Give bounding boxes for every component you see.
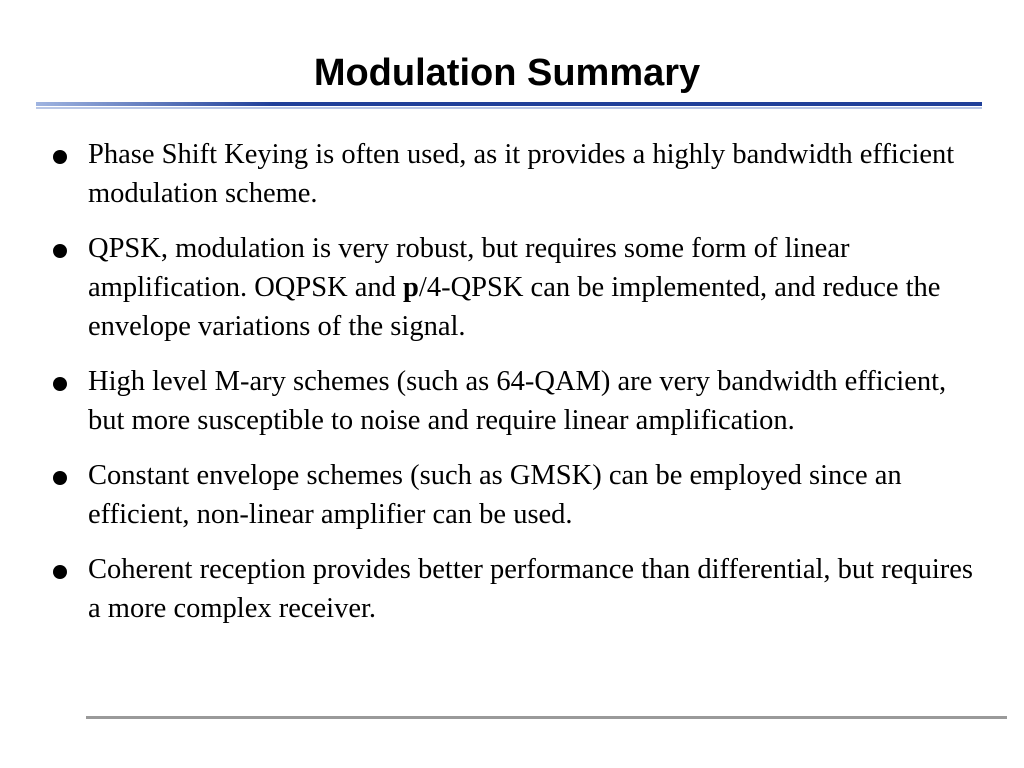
- slide-title: Modulation Summary: [313, 52, 701, 94]
- bullet-text-part: QPSK, modulation is very robust, but requires some form of linear amplification. OQPSK and: [88, 233, 850, 303]
- bullet-item: [50, 135, 980, 213]
- bullet-list: [50, 135, 980, 644]
- bullet-dot-icon: [53, 471, 67, 485]
- bullet-text-part: /4-QPSK can be implemented, and reduce the envelope variations of the signal.: [88, 272, 941, 342]
- bullet-text: High level M-ary schemes (such as 64-QAM) are very bandwidth efficient, but more susceptible to noise and require linear amplification.: [88, 366, 947, 436]
- bullet-text-bold: p: [403, 272, 419, 303]
- bullet-text: [88, 233, 940, 342]
- bullet-item: [50, 550, 980, 628]
- title-underline: [36, 102, 982, 110]
- bullet-item: [50, 362, 980, 440]
- bullet-item: [50, 229, 980, 346]
- footer-divider: [86, 716, 1007, 719]
- bullet-dot-icon: [53, 244, 67, 258]
- title-underline-graphic: [36, 102, 982, 110]
- bullet-text: Constant envelope schemes (such as GMSK) can be employed since an efficient, non-linear amplifier can be used.: [88, 460, 902, 530]
- bullet-text: Phase Shift Keying is often used, as it provides a highly bandwidth efficient modulation scheme.: [88, 139, 955, 209]
- bullet-dot-icon: [53, 150, 67, 164]
- bullet-dot-icon: [53, 377, 67, 391]
- bullet-dot-icon: [53, 565, 67, 579]
- bullet-item: [50, 456, 980, 534]
- bullet-text: Coherent reception provides better performance than differential, but requires a more complex receiver.: [88, 554, 973, 624]
